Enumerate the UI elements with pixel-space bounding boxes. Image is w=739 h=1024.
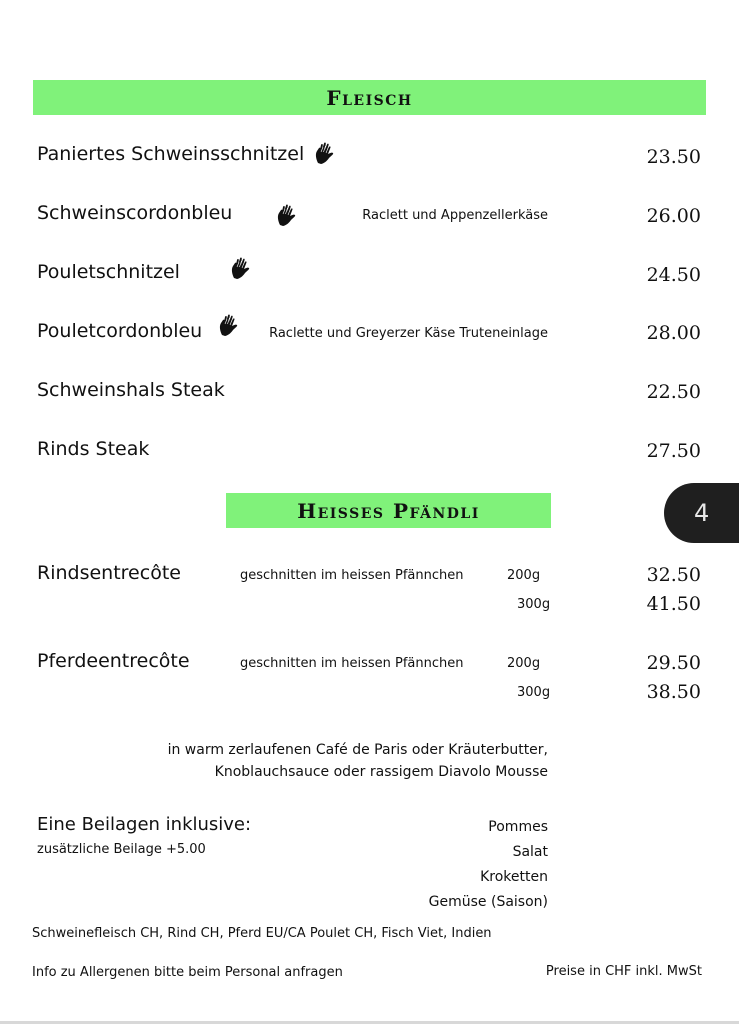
portion-weight: 200g	[507, 568, 541, 583]
page-number-tab	[664, 483, 739, 543]
dish-name: Rinds Steak	[37, 438, 150, 460]
portion-weight: 300g	[517, 597, 551, 612]
side-option: Gemüse (Saison)	[428, 894, 548, 910]
extra-side-note: zusätzliche Beilage +5.00	[37, 842, 206, 857]
dish-description: geschnitten im heissen Pfännchen	[240, 656, 464, 671]
dish-description: Raclett und Appenzellerkäse	[362, 208, 548, 223]
section-header-fleisch	[33, 80, 706, 115]
dish-name: Schweinshals Steak	[37, 379, 225, 401]
dish-name: Rindsentrecôte	[37, 562, 181, 584]
hand-icon	[230, 256, 252, 280]
page-number: 4	[694, 499, 710, 527]
side-option: Kroketten	[480, 869, 548, 885]
section-title: Fleisch	[326, 85, 413, 110]
dish-price: 22.50	[646, 381, 701, 403]
prices-note: Preise in CHF inkl. MwSt	[545, 964, 702, 979]
hand-icon	[314, 141, 336, 165]
sauce-note-line: in warm zerlaufenen Café de Paris oder Kräuterbutter,	[167, 742, 548, 758]
dish-price: 24.50	[646, 264, 701, 286]
hand-icon	[276, 203, 298, 227]
hand-icon	[218, 313, 240, 337]
portion-weight: 300g	[517, 685, 551, 700]
side-option: Pommes	[488, 819, 548, 835]
dish-name: Paniertes Schweinsschnitzel	[37, 143, 305, 165]
dish-price: 23.50	[646, 146, 701, 168]
meat-origin-note: Schweinefleisch CH, Rind CH, Pferd EU/CA Poulet CH, Fisch Viet, Indien	[32, 926, 492, 941]
dish-name: Pferdeentrecôte	[37, 650, 190, 672]
section-header-pfaendli	[226, 493, 551, 528]
dish-name: Pouletschnitzel	[37, 261, 180, 283]
dish-name: Schweinscordonbleu	[37, 202, 233, 224]
dish-price: 38.50	[646, 681, 701, 703]
sides-title: Eine Beilagen inklusive:	[37, 814, 252, 835]
dish-price: 32.50	[646, 564, 701, 586]
dish-price: 27.50	[646, 440, 701, 462]
allergen-note: Info zu Allergenen bitte beim Personal anfragen	[32, 965, 343, 980]
dish-price: 28.00	[646, 322, 701, 344]
section-title: Heisses Pfändli	[297, 498, 480, 523]
sauce-note-line: Knoblauchsauce oder rassigem Diavolo Mousse	[214, 764, 548, 780]
dish-price: 29.50	[646, 652, 701, 674]
dish-price: 26.00	[646, 205, 701, 227]
dish-price: 41.50	[646, 593, 701, 615]
dish-description: Raclette und Greyerzer Käse Truteneinlage	[269, 326, 548, 341]
dish-name: Pouletcordonbleu	[37, 320, 203, 342]
dish-description: geschnitten im heissen Pfännchen	[240, 568, 464, 583]
side-option: Salat	[512, 844, 548, 860]
portion-weight: 200g	[507, 656, 541, 671]
